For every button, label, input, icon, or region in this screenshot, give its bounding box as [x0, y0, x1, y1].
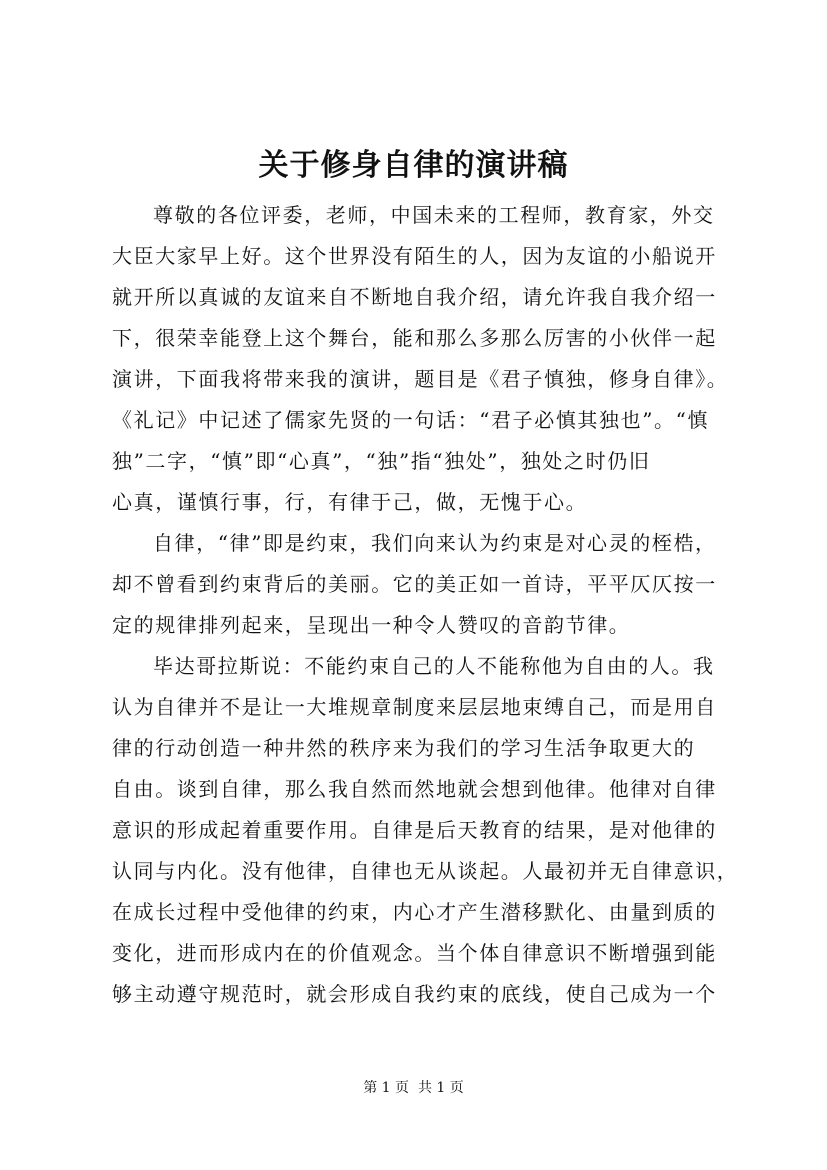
paragraph-line: 《礼记》中记述了儒家先贤的一句话：“君子必慎其独也”。“慎	[112, 408, 710, 432]
paragraph-line: 认为自律并不是让一大堆规章制度来层层地束缚自己，而是用自	[112, 695, 717, 719]
paragraph-line: 下，很荣幸能登上这个舞台，能和那么多那么厉害的小伙伴一起	[112, 326, 717, 350]
paragraph-line: 够主动遵守规范时，就会形成自我约束的底线，使自己成为一个	[112, 982, 717, 1006]
document-title: 关于修身自律的演讲稿	[258, 148, 569, 183]
paragraph-line: 自由。谈到自律，那么我自然而然地就会想到他律。他律对自律	[112, 777, 717, 801]
paragraph-line: 自律，“律”即是约束，我们向来认为约束是对心灵的桎梏，	[153, 531, 717, 555]
paragraph-line: 认同与内化。没有他律，自律也无从谈起。人最初并无自律意识，	[112, 859, 739, 883]
paragraph-line: 意识的形成起着重要作用。自律是后天教育的结果，是对他律的	[112, 818, 717, 842]
paragraph-line: 毕达哥拉斯说：不能约束自己的人不能称他为自由的人。我	[153, 654, 715, 678]
page-footer: 第 1 页 共 1 页	[363, 1080, 464, 1096]
paragraph-line: 就开所以真诚的友谊来自不断地自我介绍，请允许我自我介绍一	[112, 285, 717, 309]
paragraph-line: 大臣大家早上好。这个世界没有陌生的人，因为友谊的小船说开	[112, 244, 717, 268]
paragraph-line: 尊敬的各位评委，老师，中国未来的工程师，教育家，外交	[153, 203, 715, 227]
paragraph-line: 定的规律排列起来，呈现出一种令人赞叹的音韵节律。	[112, 613, 631, 637]
paragraph-line: 心真，谨慎行事，行，有律于己，做，无愧于心。	[112, 490, 588, 514]
paragraph-line: 在成长过程中受他律的约束，内心才产生潜移默化、由量到质的	[112, 900, 717, 924]
paragraph-line: 独”二字，“慎”即“心真”，“独”指“独处”，独处之时仍旧	[112, 449, 651, 473]
paragraph-line: 演讲，下面我将带来我的演讲，题目是《君子慎独，修身自律》。	[112, 367, 729, 391]
paragraph-line: 律的行动创造一种井然的秩序来为我们的学习生活争取更大的	[112, 736, 696, 760]
paragraph-line: 变化，进而形成内在的价值观念。当个体自律意识不断增强到能	[112, 941, 717, 965]
paragraph-line: 却不曾看到约束背后的美丽。它的美正如一首诗，平平仄仄按一	[112, 572, 717, 596]
